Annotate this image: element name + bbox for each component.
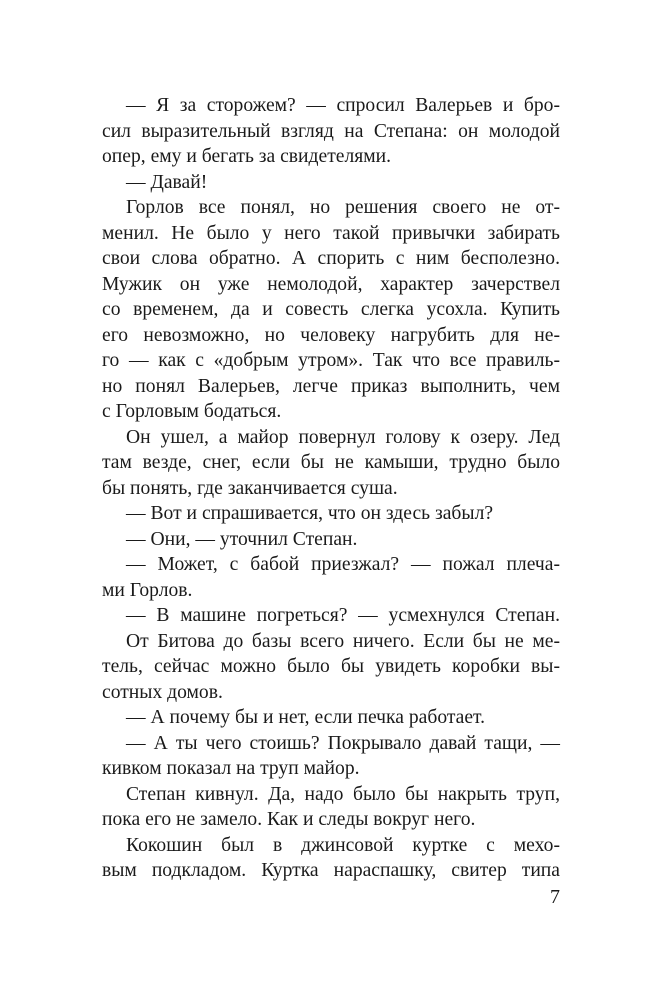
text-line: — В машине погреться? — усмехнулся Степан.	[126, 605, 560, 626]
text-line: — А ты чего стоишь? Покрывало давай тащи, —	[126, 732, 560, 754]
text-line: со временем, да и совесть слегка усохла. Купить	[102, 299, 560, 320]
text-line: — Давай!	[126, 171, 208, 193]
text-line: тель, сейчас можно было бы увидеть коробки вы-	[102, 656, 560, 677]
text-line: опер, ему и бегать за свидетелями.	[102, 146, 392, 167]
page-number: 7	[550, 886, 560, 908]
text-line: там везде, снег, если бы не камыши, трудно было	[102, 452, 560, 473]
text-line: — А почему бы и нет, если печка работает.	[126, 707, 486, 728]
text-line: От Битова до базы всего ничего. Если бы не ме-	[126, 630, 560, 652]
text-line: Он ушел, а майор повернул голову к озеру. Лед	[126, 426, 560, 448]
text-line: Горлов все понял, но решения своего не от-	[126, 197, 560, 218]
text-line: — Я за сторожем? — спросил Валерьев и бро-	[126, 95, 560, 116]
text-line: вым подкладом. Куртка нараспашку, свитер типа	[102, 860, 560, 881]
text-line: но понял Валерьев, легче приказ выполнить, чем	[102, 375, 560, 397]
text-line: — Вот и спрашивается, что он здесь забыл?	[126, 503, 494, 524]
text-line: менил. Не было у него такой привычки забирать	[102, 222, 560, 244]
text-line: — Они, — уточнил Степан.	[126, 528, 358, 550]
text-line: кивком показал на труп майор.	[102, 758, 360, 779]
text-line: ми Горлов.	[102, 579, 193, 601]
text-line: — Может, с бабой приезжал? — пожал плеча-	[126, 554, 560, 575]
text-line: Степан кивнул. Да, надо было бы накрыть труп,	[126, 783, 560, 805]
text-line: го — как с «добрым утром». Так что все правиль-	[102, 350, 560, 371]
text-line: свои слова обратно. А спорить с ним бесполезно.	[102, 248, 560, 269]
text-line: его невозможно, но человеку нагрубить для не-	[102, 324, 560, 346]
text-line: Мужик он уже немолодой, характер зачерствел	[102, 273, 560, 295]
text-line: пока его не замело. Как и следы вокруг него.	[102, 809, 476, 830]
text-line: сотных домов.	[102, 681, 223, 703]
text-line: с Горловым бодаться.	[102, 401, 282, 422]
text-line: Кокошин был в джинсовой куртке с мехо-	[126, 834, 560, 856]
page-body-text	[102, 93, 560, 884]
text-line: бы понять, где заканчивается суша.	[102, 477, 398, 499]
text-line: сил выразительный взгляд на Степана: он молодой	[102, 120, 560, 142]
